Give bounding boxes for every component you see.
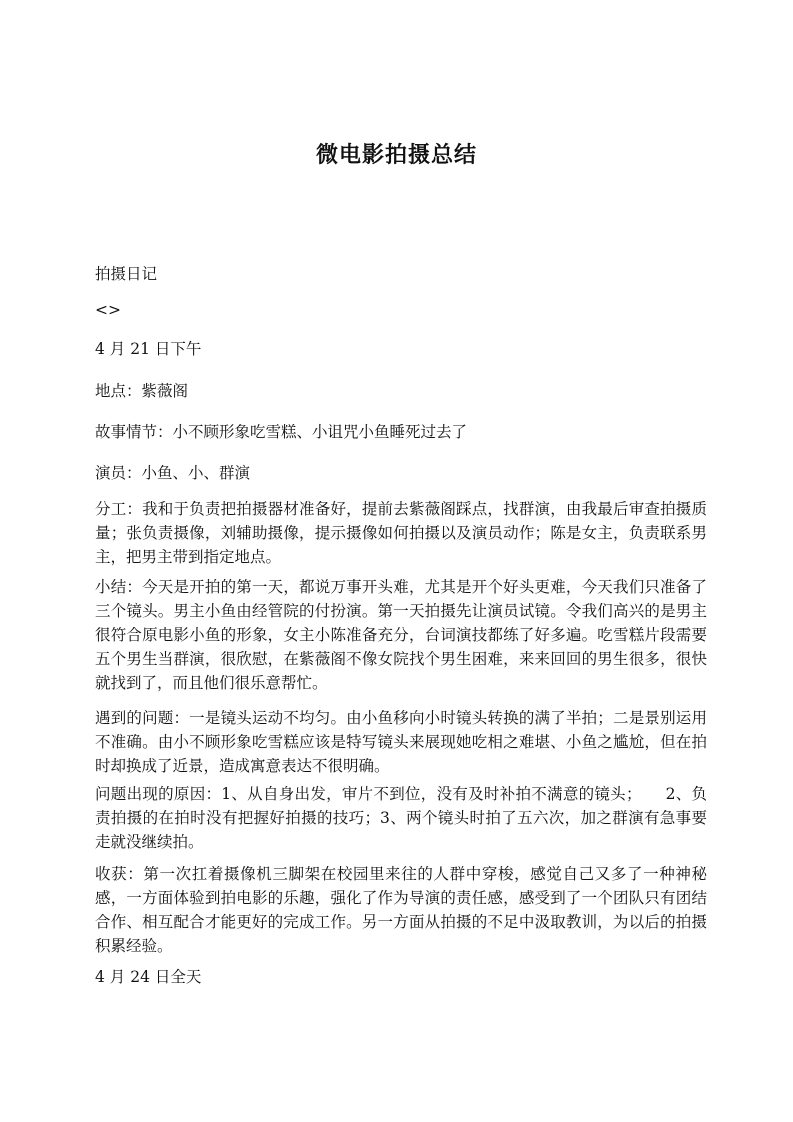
section-heading-diary: 拍摄日记	[95, 265, 158, 283]
placeholder-text: <>	[95, 301, 121, 319]
summary-paragraph: 小结：今天是开拍的第一天，都说万事开头难，尤其是开个好头更难，今天我们只准备了三个镜头。男主小鱼由经管院的付扮演。第一天拍摄先让演员试镜。令我们高兴的是男主很符合原电影小鱼的形象，女主小陈准备充分，台词演技都练了好多遍。吃雪糕片段需要五个男生当群演，很欣慰，在紫薇阁不像女院找个男生困难，来来回回的男生很多，很快就找到了，而且他们很乐意帮忙。	[95, 578, 707, 692]
plot-line: 故事情节：小不顾形象吃雪糕、小诅咒小鱼睡死过去了	[95, 423, 468, 441]
cast-line: 演员：小鱼、小、群演	[95, 464, 251, 482]
causes-paragraph: 问题出现的原因：1、从自身出发，审片不到位，没有及时补拍不满意的镜头； 2、负责拍摄的在拍时没有把握好拍摄的技巧；3、两个镜头时拍了五六次，加之群演有急事要走就没继续拍。	[95, 785, 707, 851]
problems-paragraph: 遇到的问题：一是镜头运动不均匀。由小鱼移向小时镜头转换的满了半拍；二是景别运用不准确。由小不顾形象吃雪糕应该是特写镜头来展现她吃相之难堪、小鱼之尴尬，但在拍时却换成了近景，造成寓意表达不很明确。	[95, 709, 707, 775]
page-title: 微电影拍摄总结	[315, 143, 477, 168]
division-of-labor-paragraph: 分工：我和于负责把拍摄器材准备好，提前去紫薇阁踩点，找群演，由我最后审查拍摄质量；张负责摄像，刘辅助摄像，提示摄像如何拍摄以及演员动作；陈是女主，负责联系男主，把男主带到指定地点。	[95, 500, 707, 566]
date-line: 4 月 21 日下午	[95, 340, 202, 358]
gains-paragraph: 收获：第一次扛着摄像机三脚架在校园里来往的人群中穿梭，感觉自己又多了一种神秘感，一方面体验到拍电影的乐趣，强化了作为导演的责任感，感受到了一个团队只有团结合作、相互配合才能更好的完成工作。另一方面从拍摄的不足中汲取教训，为以后的拍摄积累经验。	[95, 865, 707, 955]
location-line: 地点：紫薇阁	[95, 382, 189, 400]
date-line-2: 4 月 24 日全天	[95, 968, 202, 986]
